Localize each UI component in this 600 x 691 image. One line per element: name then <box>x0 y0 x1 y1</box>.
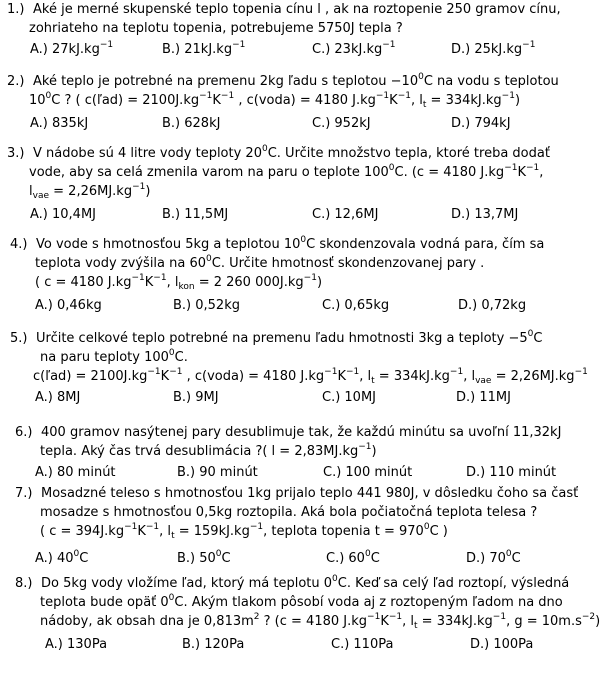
answer-options <box>0 116 595 132</box>
text-run: D.) 70 <box>466 551 506 566</box>
question-number: 7.) <box>15 486 33 501</box>
text-run: = 159kJ.kg <box>174 524 250 539</box>
question-number: 1.) <box>7 2 25 17</box>
text-run: K <box>160 369 170 384</box>
question-line <box>33 369 588 385</box>
superscript: −1 <box>367 612 381 622</box>
text-run: K <box>212 93 221 108</box>
text-run: C.) 110Pa <box>331 637 394 652</box>
text-run: , teplota topenia t = 970 <box>263 524 424 539</box>
superscript: −1 <box>504 163 518 173</box>
text-run: C. (c = 4180 J.kg <box>394 165 505 180</box>
superscript: −1 <box>526 163 540 173</box>
question-number: 8.) <box>15 576 33 591</box>
option-d <box>458 298 526 314</box>
option-b <box>177 465 258 481</box>
text-run: A.) 80 minút <box>35 465 116 480</box>
question-text <box>41 486 578 501</box>
text-run: C.) 952kJ <box>312 116 371 131</box>
superscript: −1 <box>449 367 464 377</box>
superscript: 0 <box>300 235 307 245</box>
option-a <box>35 551 88 567</box>
question-number: 6.) <box>15 425 33 440</box>
superscript: 0 <box>423 522 430 532</box>
text-run: K <box>337 369 346 384</box>
option-c <box>331 637 393 653</box>
question-line <box>40 505 537 521</box>
text-run: D.) 794kJ <box>451 116 511 131</box>
superscript: 0 <box>73 549 80 559</box>
superscript: −1 <box>501 91 515 101</box>
question-number: 2.) <box>7 74 25 89</box>
text-run: teplota vody zvýšila na 60 <box>35 256 207 271</box>
question-text <box>33 2 561 17</box>
text-run: , <box>539 165 544 180</box>
superscript: 0 <box>418 72 424 82</box>
subscript: kon <box>178 282 195 292</box>
question-text <box>41 425 561 440</box>
question-number: 5.) <box>10 331 28 346</box>
option-d <box>451 42 535 58</box>
text-run: , c(voda) = 4180 J.kg <box>182 369 325 384</box>
subscript: vae <box>32 191 50 201</box>
superscript: −1 <box>249 522 264 532</box>
text-run: ) <box>514 93 521 108</box>
superscript: −1 <box>397 91 411 101</box>
text-run: C. Akým tlakom pôsobí voda aj z roztopeným ľadom na dno <box>174 595 563 610</box>
subscript: vae <box>475 376 492 386</box>
text-run: , g = 10m.s <box>506 614 582 629</box>
superscript: 0 <box>168 593 175 603</box>
text-run: C. Určite hmotnosť skondenzovanej pary . <box>211 256 485 271</box>
superscript: 0 <box>215 549 222 559</box>
text-run: C.) 12,6MJ <box>312 207 379 222</box>
question-line <box>7 146 550 162</box>
text-run: C <box>221 551 231 566</box>
option-a <box>30 207 96 223</box>
text-run: nádoby, ak obsah dna je 0,813m <box>40 614 254 629</box>
text-run: , l <box>166 275 179 290</box>
answer-options <box>0 42 595 58</box>
option-a <box>35 465 116 481</box>
option-c <box>322 298 389 314</box>
text-run: K <box>517 165 526 180</box>
text-run: C <box>533 331 543 346</box>
text-run: C.) 0,65kg <box>322 298 390 313</box>
answer-options <box>0 637 595 653</box>
text-run: A.) 8MJ <box>35 390 81 405</box>
question-line <box>7 2 561 18</box>
superscript: −1 <box>232 40 246 50</box>
text-run: C. Keď sa celý ľad roztopí, výsledná <box>337 576 570 591</box>
text-run: B.) 120Pa <box>182 637 245 652</box>
superscript: −1 <box>220 91 235 101</box>
question-line <box>7 74 559 90</box>
text-run: Aké je merné skupenské teplo topenia cínu l , ak na roztopenie 250 gramov cínu, <box>33 2 561 17</box>
text-run: C <box>79 551 89 566</box>
text-run: na paru teploty 100 <box>40 350 169 365</box>
text-run: Vo vode s hmotnosťou 5kg a teplotou 10 <box>36 237 301 252</box>
superscript: 0 <box>168 348 175 358</box>
question-number: 3.) <box>7 146 25 161</box>
option-b <box>182 637 244 653</box>
option-d <box>451 116 511 132</box>
question-text <box>36 237 544 252</box>
text-run: ) <box>145 184 151 199</box>
text-run: Do 5kg vody vložíme ľad, ktorý má teplotu 0 <box>41 576 333 591</box>
superscript: 0 <box>505 549 512 559</box>
text-run: Aké teplo je potrebné na premenu 2kg ľadu s teplotou −10 <box>33 74 419 89</box>
answer-options <box>0 465 595 481</box>
text-run: mosadze s hmotnosťou 0,5kg roztopila. Aká bola počiatočná teplota telesa ? <box>40 505 538 520</box>
option-a <box>30 116 88 132</box>
superscript: −1 <box>131 273 145 283</box>
superscript: 0 <box>388 163 395 173</box>
text-run: , l <box>359 369 372 384</box>
text-run: 400 gramov nasýtenej pary desublimuje tak, že každú minútu sa uvoľní 11,32kJ <box>41 425 562 440</box>
superscript: 0 <box>261 144 268 154</box>
superscript: −1 <box>169 367 183 377</box>
text-run: teplota bude opäť 0 <box>40 595 169 610</box>
option-c <box>322 390 376 406</box>
question-line <box>15 425 561 441</box>
text-run: C. <box>174 350 188 365</box>
text-run: A.) 40 <box>35 551 74 566</box>
superscript: −2 <box>581 612 596 622</box>
option-b <box>173 390 219 406</box>
superscript: −1 <box>492 612 507 622</box>
option-a <box>45 637 107 653</box>
text-run: C ? ( c(ľad) = 2100J.kg <box>51 93 200 108</box>
text-run: K <box>144 275 154 290</box>
question-line <box>40 444 377 460</box>
option-b <box>162 207 228 223</box>
subscript: t <box>414 621 418 631</box>
option-c <box>326 551 380 567</box>
text-run: zohriateho na teplotu topenia, potrebujeme 5750J tepla ? <box>29 21 403 36</box>
option-b <box>162 42 245 58</box>
text-run: A.) 130Pa <box>45 637 108 652</box>
answer-options <box>0 298 595 314</box>
text-run: B.) 90 minút <box>177 465 258 480</box>
text-run: C na vodu s teplotou <box>423 74 559 89</box>
text-run: = 2,26MJ.kg <box>491 369 575 384</box>
question-line <box>40 524 448 540</box>
option-d <box>466 551 521 567</box>
text-run: A.) 27kJ.kg <box>30 42 100 57</box>
question-line <box>40 595 563 611</box>
option-b <box>173 298 240 314</box>
superscript: −1 <box>522 40 536 50</box>
question-line <box>29 21 403 37</box>
question-number: 4.) <box>10 237 28 252</box>
question-text <box>41 576 569 591</box>
text-run: B.) 11,5MJ <box>162 207 229 222</box>
text-run: C ) <box>429 524 448 539</box>
text-run: D.) 25kJ.kg <box>451 42 523 57</box>
text-run: D.) 13,7MJ <box>451 207 519 222</box>
text-run: D.) 100Pa <box>470 637 534 652</box>
question-line <box>40 614 600 630</box>
superscript: −1 <box>147 367 161 377</box>
text-run: K <box>137 524 146 539</box>
superscript: 0 <box>364 549 371 559</box>
question-text <box>33 146 550 161</box>
text-run: , l <box>410 93 423 108</box>
text-run: B.) 0,52kg <box>173 298 240 313</box>
subscript: t <box>171 531 175 541</box>
superscript: −1 <box>99 40 114 50</box>
text-run: C <box>370 551 380 566</box>
option-c <box>312 42 396 58</box>
superscript: −1 <box>375 91 390 101</box>
text-run: tepla. Aký čas trvá desublimácia ?( l = 2,83MJ.kg <box>40 444 359 459</box>
superscript: −1 <box>358 442 372 452</box>
text-run: C.) 60 <box>326 551 365 566</box>
text-run: ) <box>371 444 377 459</box>
text-run: ) <box>595 614 600 629</box>
text-run: K <box>389 93 398 108</box>
text-run: B.) 21kJ.kg <box>162 42 233 57</box>
question-text <box>33 74 559 89</box>
text-run: 10 <box>29 93 46 108</box>
text-run: A.) 0,46kg <box>35 298 102 313</box>
question-line <box>15 486 578 502</box>
superscript: 0 <box>206 254 212 264</box>
text-run: ( c = 4180 J.kg <box>35 275 132 290</box>
text-run: c(ľad) = 2100J.kg <box>33 369 148 384</box>
text-run: C.) 100 minút <box>323 465 413 480</box>
superscript: −1 <box>324 367 338 377</box>
question-line <box>10 331 542 347</box>
text-run: K <box>380 614 389 629</box>
text-run: , l <box>402 614 415 629</box>
text-run: B.) 628kJ <box>162 116 221 131</box>
superscript: 0 <box>332 574 338 584</box>
text-run: = 2,26MJ.kg <box>49 184 133 199</box>
superscript: −1 <box>382 40 396 50</box>
option-d <box>451 207 518 223</box>
text-run: ( c = 394J.kg <box>40 524 125 539</box>
question-line <box>10 237 544 253</box>
option-b <box>162 116 220 132</box>
text-run: D.) 0,72kg <box>458 298 527 313</box>
text-run: C skondenzovala vodná para, čím sa <box>306 237 545 252</box>
option-a <box>35 298 102 314</box>
option-a <box>35 390 80 406</box>
text-run: = 334kJ.kg <box>417 614 493 629</box>
option-d <box>470 637 533 653</box>
text-run: = 334kJ.kg <box>374 369 450 384</box>
text-run: C.) 10MJ <box>322 390 377 405</box>
text-run: D.) 110 minút <box>466 465 557 480</box>
text-run: A.) 10,4MJ <box>30 207 96 222</box>
text-run: Mosadzné teleso s hmotnosťou 1kg prijalo teplo 441 980J, v dôsledku čoho sa časť <box>41 486 579 501</box>
superscript: 0 <box>527 329 534 339</box>
superscript: 0 <box>45 91 52 101</box>
text-run: ) <box>316 275 323 290</box>
text-run: B.) 9MJ <box>173 390 219 405</box>
option-d <box>466 465 556 481</box>
superscript: −1 <box>145 522 160 532</box>
option-c <box>312 116 371 132</box>
text-run: C. Určite množstvo tepla, ktoré treba dodať <box>267 146 550 161</box>
option-a <box>30 42 113 58</box>
subscript: t <box>422 100 427 110</box>
text-run: vode, aby sa celá zmenila varom na paru o teplote 100 <box>29 165 389 180</box>
text-run: , l <box>463 369 476 384</box>
question-line <box>35 256 484 272</box>
superscript: −1 <box>199 91 213 101</box>
option-b <box>177 551 231 567</box>
question-line <box>40 350 188 366</box>
text-run: C <box>511 551 521 566</box>
text-run: D.) 11MJ <box>456 390 511 405</box>
question-line <box>29 93 520 109</box>
option-c <box>312 207 378 223</box>
text-run: A.) 835kJ <box>30 116 89 131</box>
text-run: , c(voda) = 4180 J.kg <box>234 93 376 108</box>
answer-options <box>0 551 595 567</box>
option-d <box>456 390 511 406</box>
superscript: −1 <box>574 367 588 377</box>
text-run: = 334kJ.kg <box>426 93 502 108</box>
text-run: , l <box>159 524 172 539</box>
superscript: −1 <box>132 182 146 192</box>
superscript: −1 <box>124 522 138 532</box>
text-run: B.) 50 <box>177 551 216 566</box>
text-run: Určite celkové teplo potrebné na premenu ľadu hmotnosti 3kg a teploty −5 <box>36 331 528 346</box>
subscript: t <box>371 376 375 386</box>
superscript: −1 <box>388 612 403 622</box>
question-line <box>15 576 569 592</box>
text-run: ? (c = 4180 J.kg <box>259 614 368 629</box>
superscript: 2 <box>253 612 260 622</box>
superscript: −1 <box>153 273 167 283</box>
text-run: = 2 260 000J.kg <box>194 275 304 290</box>
question-line <box>35 275 322 291</box>
text-run: l <box>29 184 33 199</box>
question-line <box>29 165 543 181</box>
question-line <box>29 184 150 200</box>
option-c <box>323 465 412 481</box>
text-run: C.) 23kJ.kg <box>312 42 383 57</box>
question-text <box>36 331 542 346</box>
superscript: −1 <box>303 273 317 283</box>
text-run: V nádobe sú 4 litre vody teploty 20 <box>33 146 262 161</box>
answer-options <box>0 390 595 406</box>
answer-options <box>0 207 595 223</box>
superscript: −1 <box>345 367 360 377</box>
